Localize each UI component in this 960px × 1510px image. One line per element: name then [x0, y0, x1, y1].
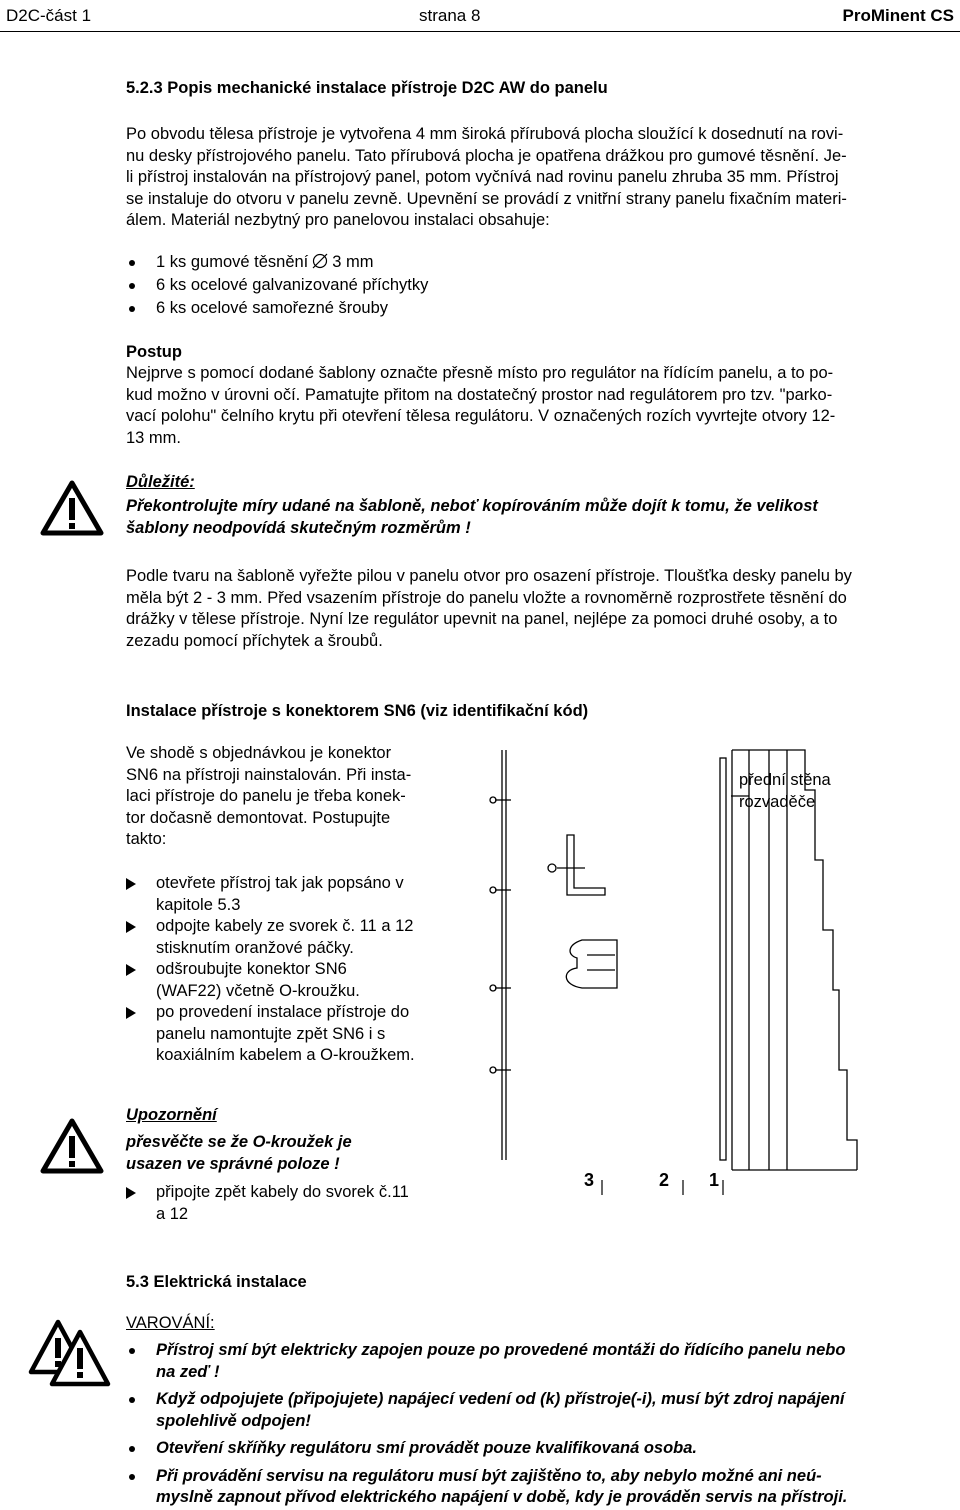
diameter-icon	[312, 253, 328, 269]
header-company: ProMinent CS	[842, 6, 954, 25]
panel-mounting-figure	[487, 740, 897, 1200]
body-line: laci přístroje do panelu je třeba konek-	[126, 787, 406, 805]
list-item	[126, 959, 466, 1002]
body-line: měla být 2 - 3 mm. Před vsazením přístroje do panelu vložte a rovnoměrně rozprostřete těsnění do	[126, 588, 847, 607]
figure-number-2: 2	[659, 1170, 670, 1190]
figure-number-1: 1	[709, 1170, 720, 1190]
sn6-final-step	[126, 1182, 466, 1225]
warning-line: Když odpojujete (připojujete) napájecí vedení od (k) přístroje(-i), musí být zdroj napájení	[156, 1390, 845, 1408]
warning-line: spolehlivě odpojen!	[156, 1411, 311, 1430]
step-line: připojte zpět kabely do svorek č.11	[156, 1183, 409, 1201]
list-item: 6 ks ocelové samořezné šrouby	[126, 298, 726, 320]
warning-label: VAROVÁNÍ:	[126, 1314, 215, 1332]
step-line: odšroubujte konektor SN6	[156, 960, 347, 978]
body-line: usazen ve správné poloze !	[126, 1154, 340, 1173]
body-line: SN6 na přístroji nainstalován. Při insta-	[126, 765, 412, 784]
body-line: kud možno v úrovni očí. Pamatujte přitom na dostatečný prostor nad regulátorem pro tzv. "parko-	[126, 385, 833, 404]
warning-line: Otevření skříňky regulátoru smí provádět pouze kvalifikovaná osoba.	[156, 1439, 698, 1457]
list-item: 6 ks ocelové galvanizované příchytky	[126, 275, 726, 297]
step-line: kapitole 5.3	[156, 895, 241, 914]
list-item	[126, 1340, 956, 1383]
list-item	[126, 873, 466, 916]
postup-body	[126, 363, 954, 449]
body-line: Podle tvaru na šabloně vyřežte pilou v panelu otvor pro osazení přístroje. Tloušťka desky panelu by	[126, 567, 852, 585]
step-line: otevřete přístroj tak jak popsáno v	[156, 874, 404, 892]
body-line: Překontrolujte míry udané na šabloně, neboť kopírováním může dojít k tomu, že velikost	[126, 497, 818, 515]
postup-title: Postup	[126, 343, 182, 361]
body-line: Ve shodě s objednávkou je konektor	[126, 744, 392, 762]
step-line: panelu namontujte zpět SN6 i s	[156, 1024, 386, 1043]
warning-line: Přístroj smí být elektricky zapojen pouze po provedené montáži do řídícího panelu nebo	[156, 1341, 846, 1359]
step-line: koaxiálním kabelem a O-kroužkem.	[156, 1046, 415, 1064]
figure-label-line: rozvaděče	[739, 792, 816, 811]
material-item-suffix: 3 mm	[332, 253, 374, 271]
step-line: (WAF22) včetně O-kroužku.	[156, 981, 360, 1000]
sn6-intro	[126, 743, 456, 851]
body-line: přesvěčte se že O-kroužek je	[126, 1133, 352, 1151]
figure-label-line: přední stěna	[739, 771, 831, 789]
section-53-title: 5.3 Elektrická instalace	[126, 1273, 307, 1291]
notice-text	[126, 1132, 426, 1175]
body-line: nu desky přístrojového panelu. Tato přírubová plocha je opatřena drážkou pro gumové těsnění. Je-	[126, 146, 847, 165]
body-line: Po obvodu tělesa přístroje je vytvořena 4 mm široká přírubová plocha sloužící k dosednutí na rovi-	[126, 125, 844, 143]
body-line: tor dočasně demontovat. Postupujte	[126, 808, 391, 827]
cutout-body	[126, 566, 954, 652]
header-doc-part: D2C-část 1	[6, 6, 92, 25]
body-line: álem. Materiál nezbytný pro panelovou instalaci obsahuje:	[126, 211, 550, 229]
list-item	[126, 1438, 956, 1460]
important-label: Důležité:	[126, 473, 195, 491]
panel-mounting-drawing	[487, 740, 897, 1200]
step-line: stisknutím oranžové páčky.	[156, 938, 354, 957]
warning-triangle-icon	[40, 1118, 104, 1174]
warning-double-triangle-icon	[28, 1318, 112, 1388]
list-item	[126, 916, 466, 959]
list-item	[126, 1466, 956, 1509]
list-item	[126, 1389, 956, 1432]
figure-number-3: 3	[584, 1170, 595, 1190]
warning-line: na zeď !	[156, 1362, 220, 1381]
section-523-body	[126, 124, 954, 232]
warning-triangle-icon	[40, 480, 104, 536]
material-list	[126, 252, 726, 321]
material-item-prefix: 1 ks gumové těsnění	[156, 253, 309, 271]
body-line: drážky v tělese přístroje. Nyní lze regulátor upevnit na panel, nejlépe za pomoci druhé osoby, a to	[126, 610, 838, 628]
sn6-title: Instalace přístroje s konektorem SN6 (viz identifikační kód)	[126, 702, 589, 720]
body-line: šablony neodpovídá skutečným rozměrům !	[126, 518, 471, 537]
body-line: takto:	[126, 830, 167, 848]
list-item	[126, 1002, 466, 1067]
page-header	[0, 0, 960, 32]
body-line: li přístroj instalován na přístrojový panel, potom vyčnívá nad rovinu panelu zhruba 35 mm. Přístroj	[126, 168, 839, 186]
step-line: po provedení instalace přístroje do	[156, 1003, 410, 1021]
body-line: vací polohu" čelního krytu při otevření tělesa regulátoru. V označených rozích vyvrtejte otvory 12-	[126, 407, 836, 425]
warning-line: Při provádění servisu na regulátoru musí být zajištěno to, aby nebylo možné ani neú-	[156, 1466, 822, 1485]
section-523-title: 5.2.3 Popis mechanické instalace přístroje D2C AW do panelu	[126, 79, 608, 97]
figure-label-front-wall	[739, 770, 831, 813]
warning-list	[126, 1340, 956, 1510]
header-page-number: strana 8	[419, 6, 481, 25]
sn6-steps	[126, 873, 466, 1067]
step-line: a 12	[156, 1204, 189, 1223]
list-item	[126, 1182, 466, 1225]
body-line: zezadu pomocí příchytek a šroubů.	[126, 631, 383, 650]
list-item	[126, 252, 726, 274]
body-line: 13 mm.	[126, 428, 182, 447]
notice-label: Upozornění	[126, 1106, 217, 1124]
body-line: se instaluje do otvoru v panelu zevně. Upevnění se provádí z vnitřní strany panelu fixačním materi-	[126, 189, 847, 208]
step-line: odpojte kabely ze svorek č. 11 a 12	[156, 917, 414, 935]
important-text	[126, 496, 954, 539]
warning-line: myslně zapnout přívod elektrického napájení v době, kdy je prováděn servis na přístroji.	[156, 1488, 848, 1506]
body-line: Nejprve s pomocí dodané šablony označte přesně místo pro regulátor na řídícím panelu, a to po-	[126, 364, 834, 382]
